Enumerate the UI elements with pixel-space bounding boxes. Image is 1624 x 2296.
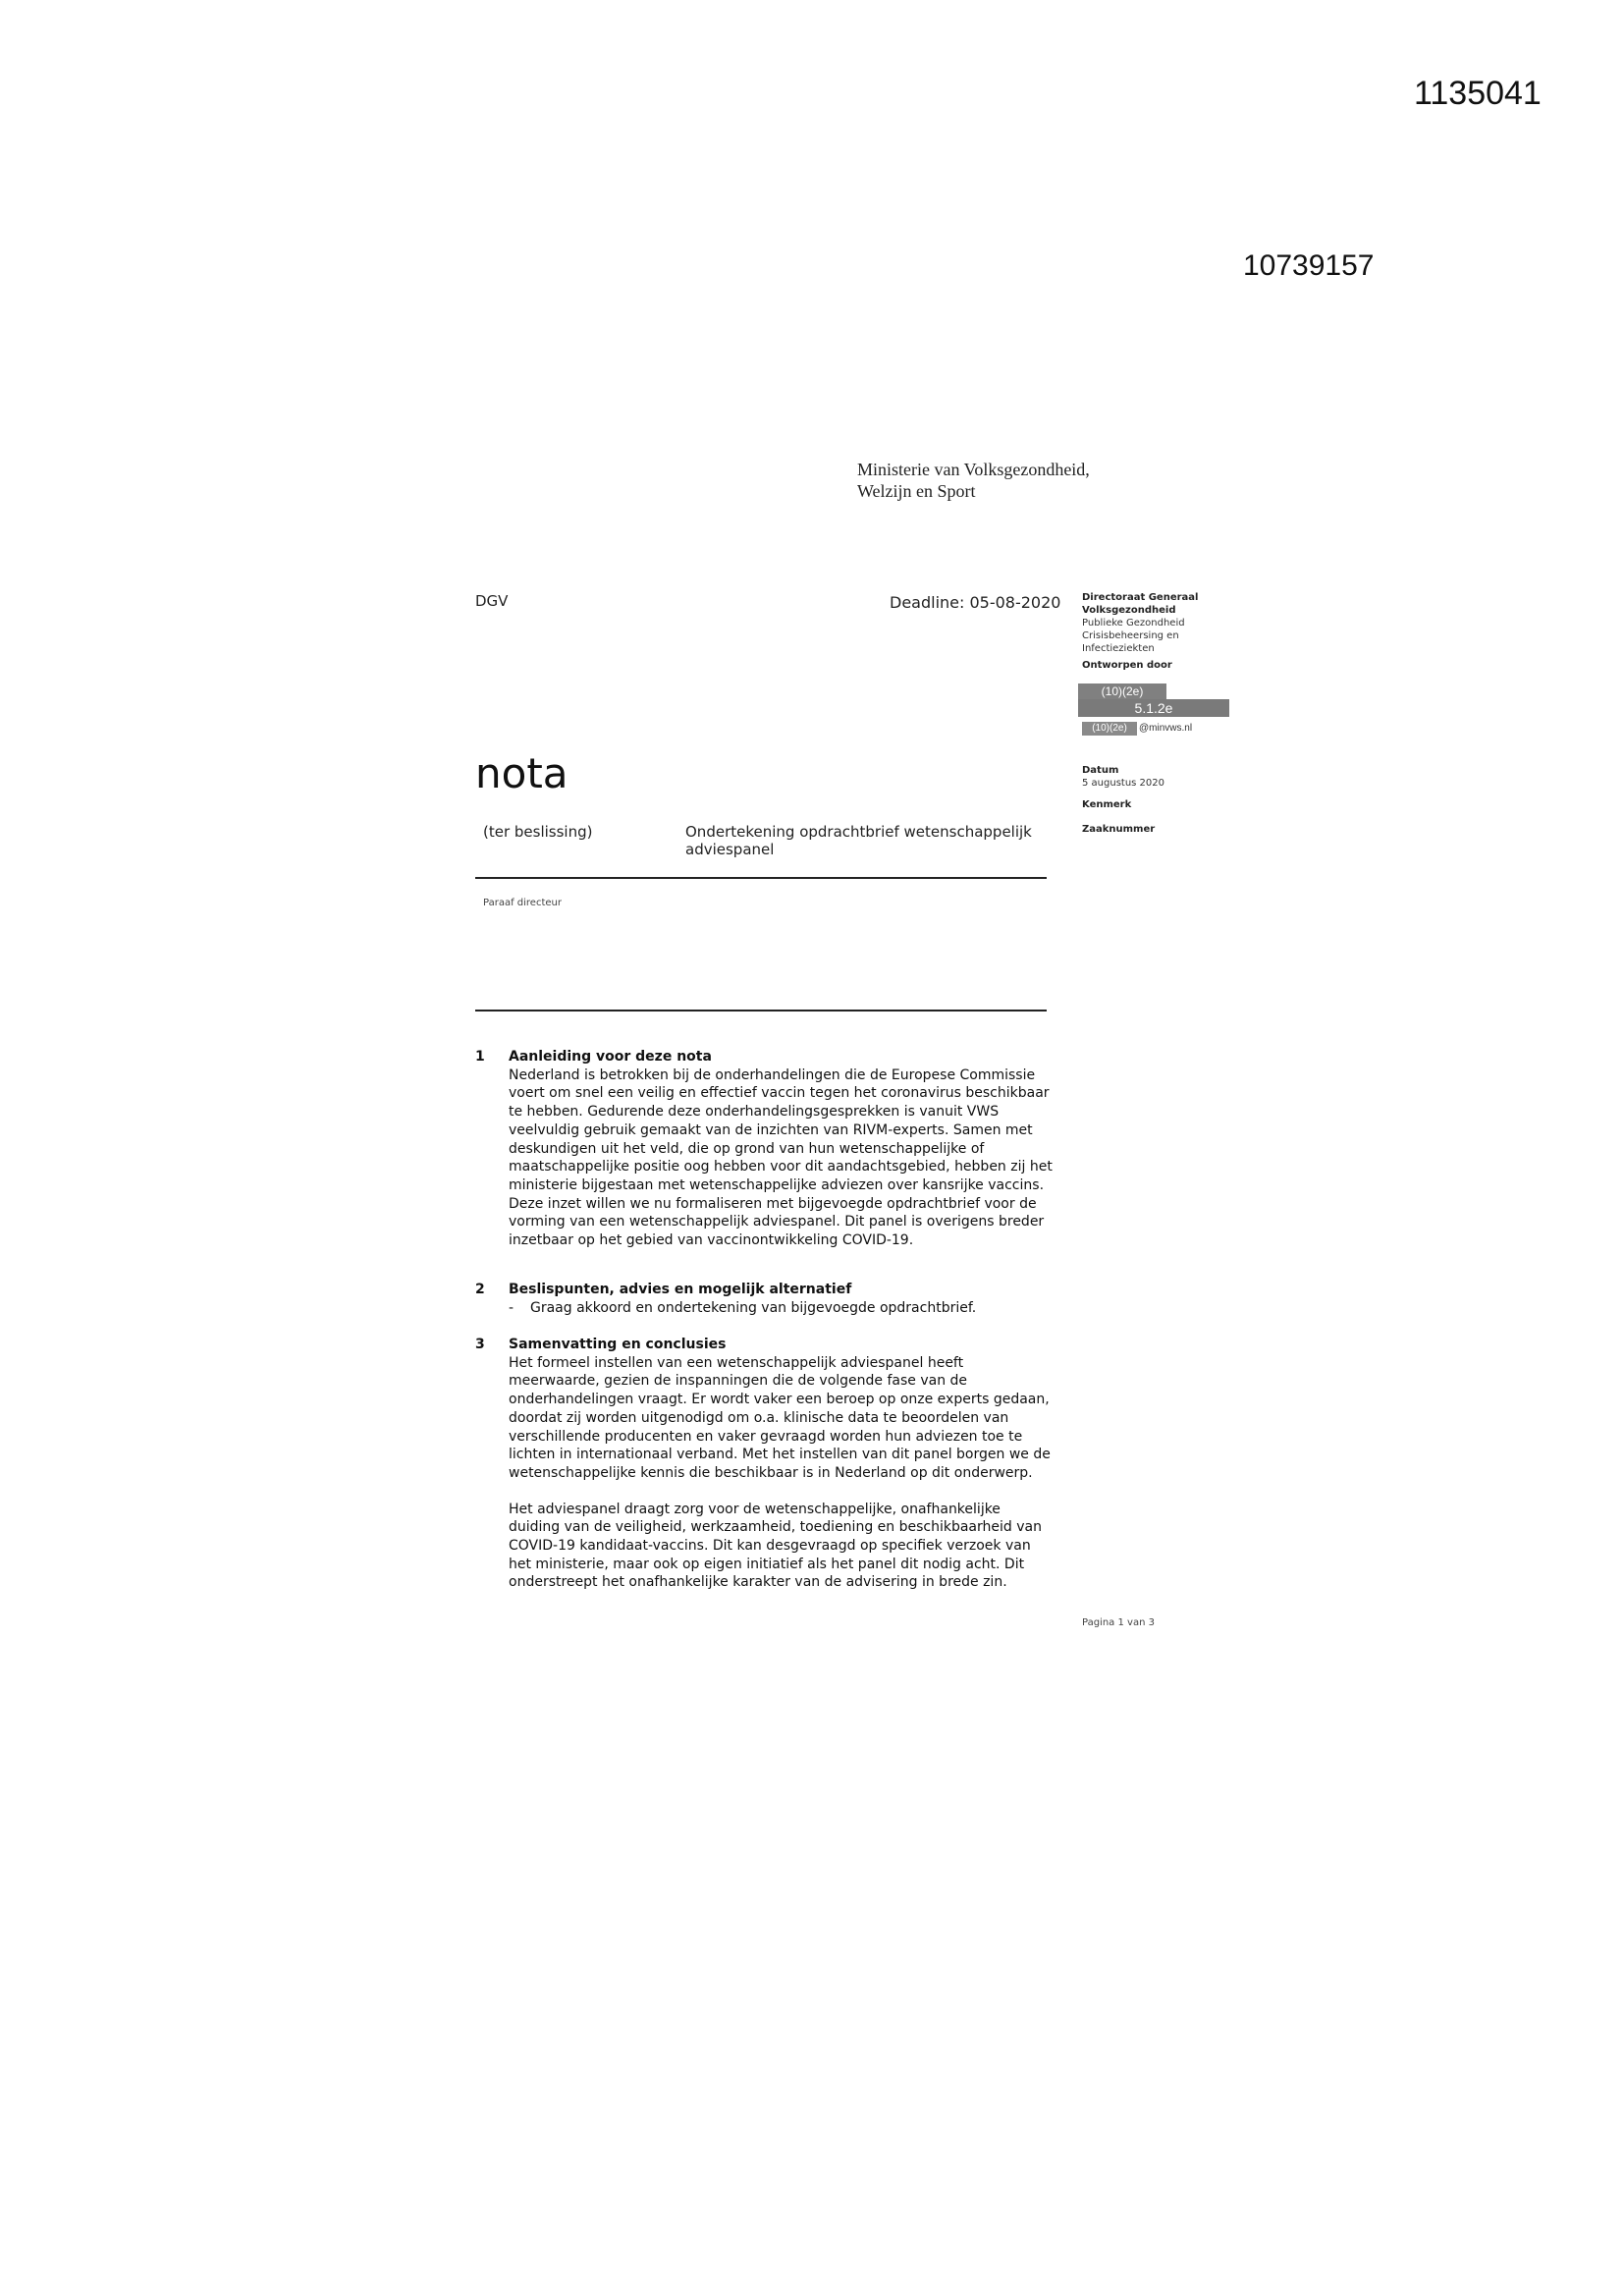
note-subject xyxy=(685,823,1068,858)
body-line: doordat zij worden uitgenodigd om o.a. klinische data te beoordelen van xyxy=(509,1409,1009,1426)
section-body xyxy=(509,1066,1084,1250)
decision-bullet xyxy=(509,1299,1084,1318)
body-line: voert om snel een veilig en effectief vaccin tegen het coronavirus beschikbaar xyxy=(509,1085,1050,1102)
body-line: inzetbaar op het gebied van vaccinontwikkeling COVID-19. xyxy=(509,1232,914,1249)
section-paragraph-1 xyxy=(509,1354,1084,1483)
body-line: lichten in internationaal verband. Met het instellen van dit panel borgen we de xyxy=(509,1447,1051,1463)
zaaknummer-label: Zaaknummer xyxy=(1082,824,1156,835)
ministry-line-2: Welzijn en Sport xyxy=(857,481,976,501)
org-line-4: Crisisbeheersing en xyxy=(1082,630,1179,641)
body-line: veelvuldig gebruik gemaakt van de inzichten van RIVM-experts. Samen met xyxy=(509,1121,1033,1138)
org-line-5: Infectieziekten xyxy=(1082,643,1155,654)
redaction-block-2: 5.1.2e xyxy=(1078,699,1229,717)
org-line-2: Volksgezondheid xyxy=(1082,605,1176,616)
body-line: verschillende producenten en vaker gevraagd worden hun adviezen toe te xyxy=(509,1428,1023,1445)
section-heading: Samenvatting en conclusies xyxy=(509,1337,727,1352)
body-line: COVID-19 kandidaat-vaccins. Dit kan desgevraagd op specifiek verzoek van xyxy=(509,1538,1031,1555)
body-line: het ministerie, maar ook op eigen initiatief als het panel dit nodig acht. Dit xyxy=(509,1556,1025,1572)
note-purpose: (ter beslissing) xyxy=(483,823,593,841)
body-line: vorming van een wetenschappelijk adviespanel. Dit panel is overigens breder xyxy=(509,1214,1045,1230)
body-line: Deze inzet willen we nu formaliseren met bijgevoegde opdrachtbrief voor de xyxy=(509,1195,1037,1212)
section-heading: Aanleiding voor deze nota xyxy=(509,1049,712,1065)
body-line: onderhandelingen vraagt. Er wordt vaker een beroep op onze experts gedaan, xyxy=(509,1392,1050,1408)
body-line: te hebben. Gedurende deze onderhandelingsgesprekken is vanuit VWS xyxy=(509,1104,1000,1121)
document-title: nota xyxy=(475,749,568,797)
subject-line-1: Ondertekening opdrachtbrief wetenschappelijk xyxy=(685,823,1032,841)
section-number: 2 xyxy=(475,1282,485,1297)
body-line: onderstreept het onafhankelijke karakter van de advisering in brede zin. xyxy=(509,1574,1007,1591)
bullet-dash: - xyxy=(509,1299,514,1316)
section-paragraph-2 xyxy=(509,1501,1084,1593)
section-heading: Beslispunten, advies en mogelijk alternatief xyxy=(509,1282,852,1297)
org-line-1: Directoraat Generaal xyxy=(1082,592,1199,603)
body-line: ministerie bijgestaan met wetenschappelijke adviezen over kansrijke vaccins. xyxy=(509,1176,1045,1193)
section-aanleiding xyxy=(475,1048,1084,1250)
redaction-block-1: (10)(2e) xyxy=(1078,683,1166,699)
ministry-name xyxy=(857,459,1090,502)
document-meta xyxy=(1082,764,1164,836)
divider-top xyxy=(475,877,1047,879)
datum-label: Datum xyxy=(1082,765,1119,776)
document-number-secondary: 10739157 xyxy=(1243,249,1375,282)
subject-line-2: adviespanel xyxy=(685,841,775,858)
body-line: Het formeel instellen van een wetenschappelijk adviespanel heeft xyxy=(509,1354,964,1371)
datum-value: 5 augustus 2020 xyxy=(1082,778,1164,789)
kenmerk-label: Kenmerk xyxy=(1082,799,1132,810)
divider-bottom xyxy=(475,1010,1047,1011)
document-number-primary: 1135041 xyxy=(1414,75,1542,112)
body-line: Nederland is betrokken bij de onderhandelingen die de Europese Commissie xyxy=(509,1066,1036,1083)
ministry-line-1: Ministerie van Volksgezondheid, xyxy=(857,460,1090,479)
body-line: meerwaarde, gezien de inspanningen die de volgende fase van de xyxy=(509,1373,968,1390)
section-samenvatting xyxy=(475,1336,1084,1592)
email-domain: @minvws.nl xyxy=(1139,723,1193,734)
designed-by-label: Ontworpen door xyxy=(1082,660,1172,671)
page-number: Pagina 1 van 3 xyxy=(1082,1617,1155,1628)
redaction-block-3: (10)(2e) xyxy=(1082,722,1137,736)
section-number: 3 xyxy=(475,1337,485,1352)
bullet-text: Graag akkoord en ondertekening van bijgevoegde opdrachtbrief. xyxy=(530,1299,977,1316)
body-line: Het adviespanel draagt zorg voor de wetenschappelijke, onafhankelijke xyxy=(509,1501,1001,1517)
body-line: duiding van de veiligheid, werkzaamheid, toediening en beschikbaarheid van xyxy=(509,1519,1042,1536)
section-number: 1 xyxy=(475,1049,485,1065)
sidebar-organization xyxy=(1082,591,1239,672)
org-line-3: Publieke Gezondheid xyxy=(1082,618,1185,629)
paraaf-label: Paraaf directeur xyxy=(483,898,562,908)
body-line: wetenschappelijke kennis die beschikbaar is in Nederland op dit onderwerp. xyxy=(509,1464,1033,1481)
section-beslispunten xyxy=(475,1281,1084,1317)
body-line: maatschappelijke positie oog hebben voor dit aandachtsgebied, hebben zij het xyxy=(509,1159,1053,1175)
deadline: Deadline: 05-08-2020 xyxy=(890,593,1061,612)
body-line: deskundigen uit het veld, die op grond van hun wetenschappelijke of xyxy=(509,1140,985,1157)
department-code: DGV xyxy=(475,592,509,610)
